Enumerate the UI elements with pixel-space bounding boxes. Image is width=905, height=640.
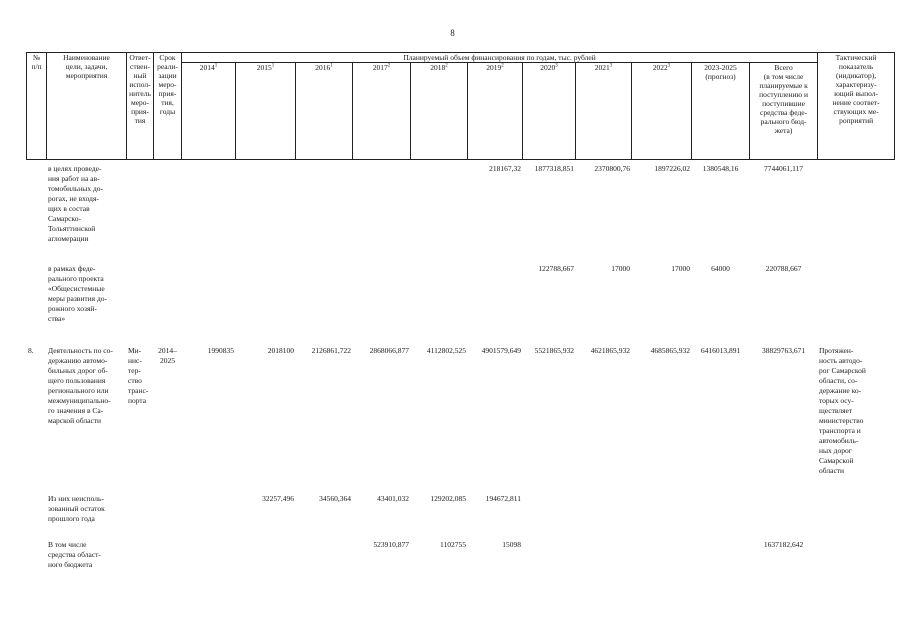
header-num: № п/п	[27, 53, 47, 160]
row-name: в целях проведе- ния работ на ав- томобильных до- рогах, не входя- щих в состав Самарско- Тольяттинской агломерации	[48, 164, 104, 243]
row-name: в рамках феде- рального проекта «Общесистемные меры развития до- рожного хозяй- ства»	[48, 264, 108, 323]
header-year: 2021$^3$	[576, 63, 632, 160]
header-responsible: Ответ- ствен- ный испол- нитель меро- прия- тия	[127, 53, 154, 160]
row-name: Из них неисполь- зованный остаток прошлого года	[48, 494, 105, 523]
row-year-value: 1990835	[207, 346, 234, 355]
header-year: 2020$^3$	[523, 63, 576, 160]
row-year-value: 5521865,932	[534, 346, 574, 355]
row-year-value: 17000	[671, 264, 690, 273]
row-year-value: 4621865,932	[590, 346, 630, 355]
row-name: Деятельность по со- держанию автомо- бильных дорог об- щего пользования регионального или межмуниципально- го значения в Са- марской области	[48, 346, 113, 425]
row-term: 2014– 2025	[158, 346, 177, 365]
header-term: Срок реали- зации меро- прия- тия, годы	[154, 53, 182, 160]
header-table	[26, 52, 895, 160]
row-total-value: 7744061,117	[763, 164, 804, 173]
row-total-value: 1637182,642	[763, 540, 804, 549]
row-name: В том числе средства област- ного бюджета	[48, 540, 101, 569]
header-year: 2016$^1$	[296, 63, 353, 160]
row-year-value: 523910,877	[373, 540, 409, 549]
row-year-value: 1897226,02	[654, 164, 690, 173]
row-year-value: 15098	[502, 540, 521, 549]
header-year: 2022$^3$	[632, 63, 692, 160]
row-year-value: 122788,667	[538, 264, 574, 273]
row-year-value: 2370800,76	[594, 164, 630, 173]
row-year-value: 17000	[611, 264, 630, 273]
header-funding: Планируемый объем финансирования по годам, тыс. рублей	[182, 53, 818, 63]
row-year-value: 4685865,932	[650, 346, 690, 355]
row-year-value: 2868066,877	[369, 346, 409, 355]
header-year: 2017$^2$	[353, 63, 411, 160]
row-year-value: 43401,032	[377, 494, 409, 503]
header-year: 2014$^1$	[182, 63, 236, 160]
header-indicator: Тактический показатель (индикатор), характеризу- ющий выпол- нение соответ- ствующих ме- роприятий	[818, 53, 895, 160]
row-2023-2025-value: 64000	[711, 264, 730, 273]
row-year-value: 2126861,722	[311, 346, 351, 355]
row-total-value: 38829763,671	[761, 346, 806, 355]
row-year-value: 4901579,649	[481, 346, 521, 355]
header-total: Всего (в том числе планируемые к поступлению и поступившие средства феде- рального бюд- жета)	[750, 63, 818, 160]
row-year-value: 218167,32	[489, 164, 521, 173]
header-year: 2015$^1$	[236, 63, 296, 160]
header-year: 2019$^2$	[468, 63, 523, 160]
header-year: 2018$^2$	[411, 63, 468, 160]
row-year-value: 1102755	[440, 540, 466, 549]
row-responsible: Ми- нис- тер- ство транс- порта	[128, 346, 149, 405]
header-2023-2025: 2023-2025 (прогноз)	[692, 63, 750, 160]
row-year-value: 32257,496	[262, 494, 294, 503]
row-2023-2025-value: 6416013,891	[700, 346, 741, 355]
row-year-value: 194672,811	[485, 494, 521, 503]
row-total-value: 220788,667	[765, 264, 802, 273]
row-year-value: 4112802,525	[426, 346, 466, 355]
row-number: 8.	[28, 346, 34, 355]
row-year-value: 34560,364	[319, 494, 351, 503]
header-name: Наименование цели, задачи, мероприятия	[47, 53, 127, 160]
row-year-value: 2018100	[267, 346, 294, 355]
page-number: 8	[450, 28, 455, 38]
row-2023-2025-value: 1380548,16	[702, 164, 739, 173]
row-year-value: 1877318,851	[534, 164, 574, 173]
row-year-value: 129202,085	[430, 494, 466, 503]
row-indicator: Протяжен- ность автодо- рог Самарской области, со- держание ко- торых осу- ществляет министерство транспорта и автомобиль- ных дорог Самарской области	[819, 346, 866, 475]
